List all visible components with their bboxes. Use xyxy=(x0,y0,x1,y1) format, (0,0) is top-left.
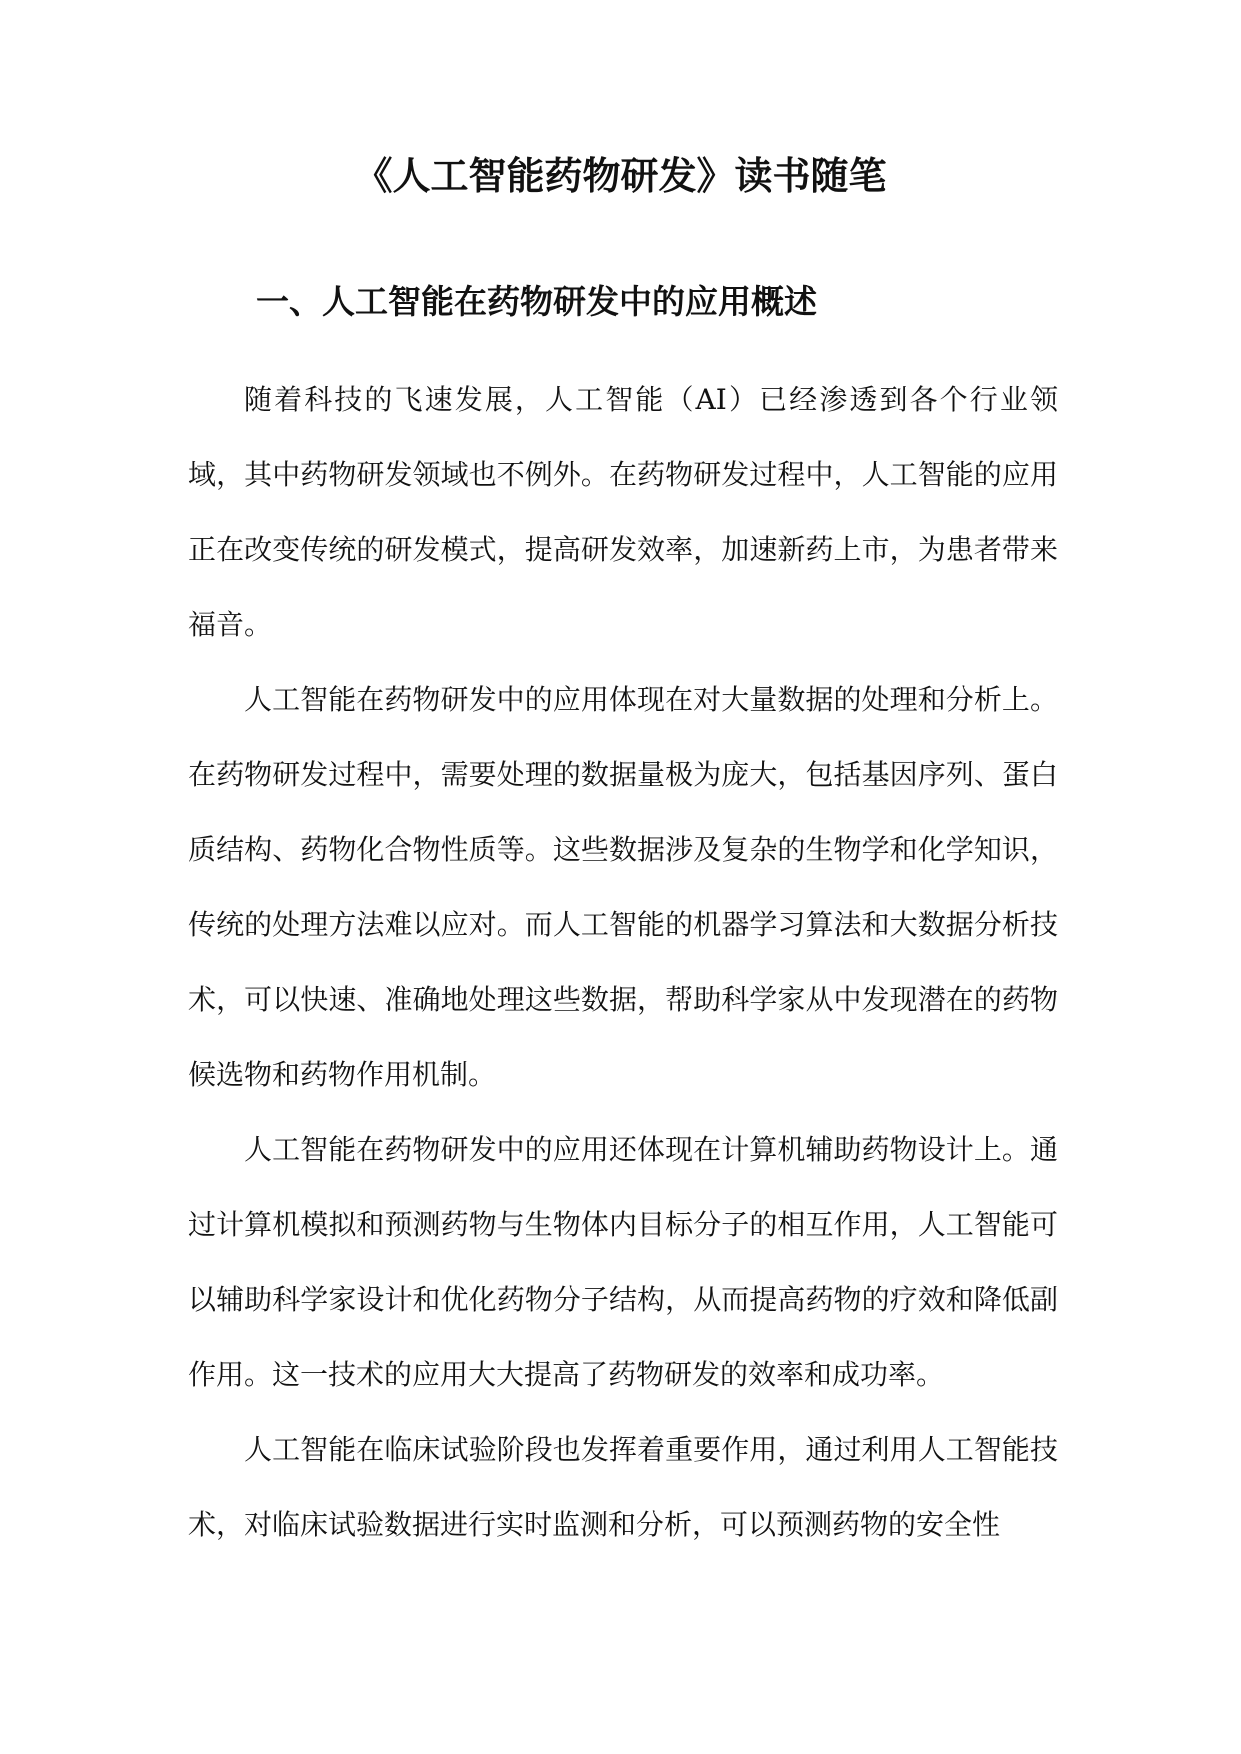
paragraph: 随着科技的飞速发展，人工智能（AI）已经渗透到各个行业领域，其中药物研发领域也不例外。在药物研发过程中，人工智能的应用正在改变传统的研发模式，提高研发效率，加速新药上市，为患者带来福音。 xyxy=(188,383,1058,641)
document-title: 《人工智能药物研发》读书随笔 xyxy=(354,153,887,198)
body-text xyxy=(188,362,1058,1562)
paragraph: 人工智能在药物研发中的应用体现在对大量数据的处理和分析上。在药物研发过程中，需要处理的数据量极为庞大，包括基因序列、蛋白质结构、药物化合物性质等。这些数据涉及复杂的生物学和化学知识，传统的处理方法难以应对。而人工智能的机器学习算法和大数据分析技术，可以快速、准确地处理这些数据，帮助科学家从中发现潜在的药物候选物和药物作用机制。 xyxy=(188,683,1058,1091)
paragraph: 人工智能在药物研发中的应用还体现在计算机辅助药物设计上。通过计算机模拟和预测药物与生物体内目标分子的相互作用，人工智能可以辅助科学家设计和优化药物分子结构，从而提高药物的疗效和降低副作用。这一技术的应用大大提高了药物研发的效率和成功率。 xyxy=(188,1133,1058,1391)
section-heading: 一、人工智能在药物研发中的应用概述 xyxy=(256,282,817,321)
paragraph: 人工智能在临床试验阶段也发挥着重要作用，通过利用人工智能技术，对临床试验数据进行实时监测和分析，可以预测药物的安全性 xyxy=(188,1433,1058,1541)
